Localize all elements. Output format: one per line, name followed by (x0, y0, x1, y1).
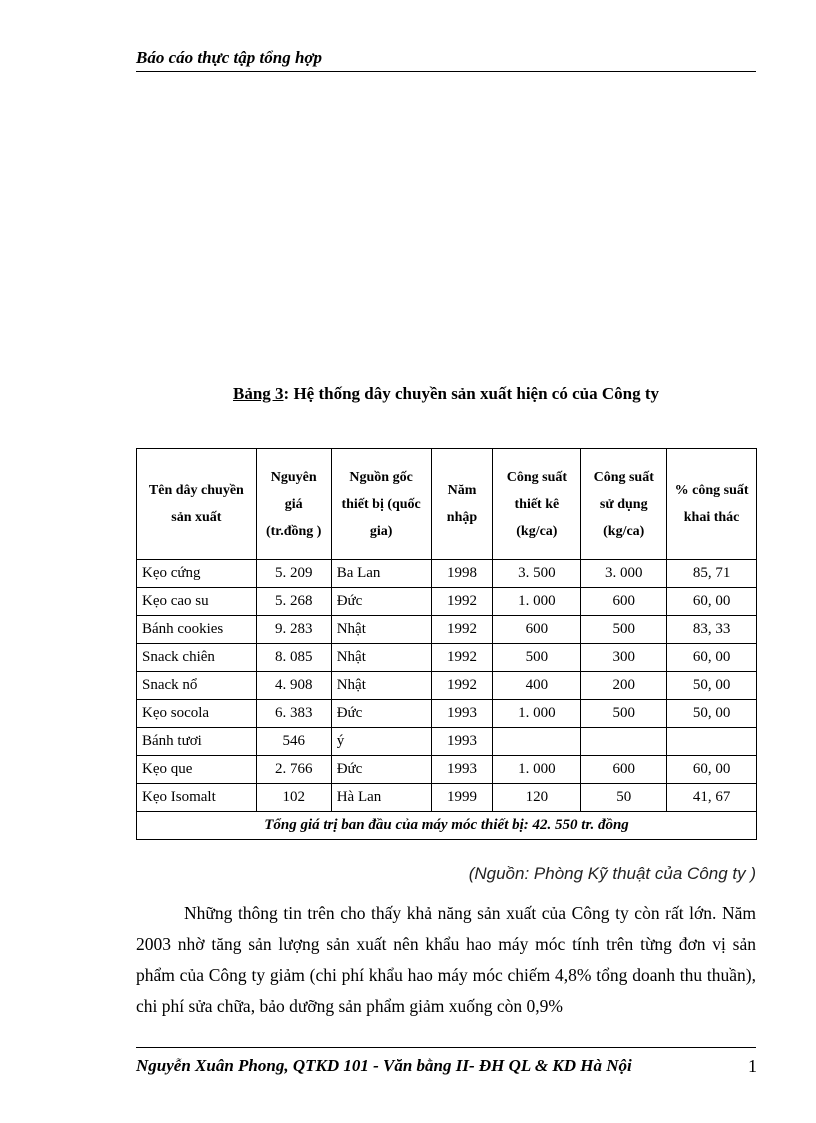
cell-origin: Đức (331, 700, 431, 728)
cell-origin: Nhật (331, 644, 431, 672)
table-row (137, 644, 757, 672)
cell-line-name: Kẹo que (137, 756, 257, 784)
cell-import-year: 1992 (431, 672, 493, 700)
table-row (137, 616, 757, 644)
table-row (137, 560, 757, 588)
cell-utilization: 60, 00 (667, 756, 757, 784)
cell-line-name: Snack nổ (137, 672, 257, 700)
cell-utilization: 41, 67 (667, 784, 757, 812)
cell-origin: Ba Lan (331, 560, 431, 588)
cell-design-capacity: 600 (493, 616, 581, 644)
cell-origin: Đức (331, 588, 431, 616)
table-caption-label: Bảng 3 (232, 384, 284, 403)
cell-utilization (667, 728, 757, 756)
cell-original-cost: 5. 268 (256, 588, 331, 616)
cell-used-capacity: 500 (581, 700, 667, 728)
footer-divider (136, 1047, 756, 1048)
cell-import-year: 1992 (431, 644, 493, 672)
cell-import-year: 1993 (431, 700, 493, 728)
col-header-utilization: % công suất khai thác (667, 449, 757, 560)
cell-utilization: 50, 00 (667, 700, 757, 728)
table-source-note: (Nguồn: Phòng Kỹ thuật của Công ty ) (468, 864, 756, 883)
cell-original-cost: 8. 085 (256, 644, 331, 672)
cell-import-year: 1993 (431, 756, 493, 784)
cell-design-capacity: 120 (493, 784, 581, 812)
cell-design-capacity (493, 728, 581, 756)
page-number: 1 (748, 1056, 757, 1076)
col-header-origin: Nguồn gốc thiết bị (quốc gia) (331, 449, 431, 560)
col-header-design-capacity: Công suất thiết kê (kg/ca) (493, 449, 581, 560)
equipment-table (136, 448, 757, 840)
cell-origin: Nhật (331, 672, 431, 700)
cell-original-cost: 546 (256, 728, 331, 756)
body-paragraph (136, 898, 756, 1022)
cell-line-name: Bánh cookies (137, 616, 257, 644)
cell-used-capacity: 3. 000 (581, 560, 667, 588)
cell-original-cost: 102 (256, 784, 331, 812)
cell-origin: Hà Lan (331, 784, 431, 812)
cell-line-name: Bánh tươi (137, 728, 257, 756)
cell-design-capacity: 1. 000 (493, 588, 581, 616)
col-header-used-capacity: Công suất sử dụng (kg/ca) (581, 449, 667, 560)
cell-used-capacity: 50 (581, 784, 667, 812)
cell-line-name: Snack chiên (137, 644, 257, 672)
cell-design-capacity: 500 (493, 644, 581, 672)
cell-utilization: 60, 00 (667, 588, 757, 616)
cell-design-capacity: 1. 000 (493, 756, 581, 784)
table-row (137, 784, 757, 812)
cell-used-capacity: 500 (581, 616, 667, 644)
col-header-line-name: Tên dây chuyền sản xuất (137, 449, 257, 560)
cell-origin: ý (331, 728, 431, 756)
cell-import-year: 1993 (431, 728, 493, 756)
cell-line-name: Kẹo Isomalt (137, 784, 257, 812)
cell-utilization: 50, 00 (667, 672, 757, 700)
cell-used-capacity: 600 (581, 756, 667, 784)
cell-import-year: 1998 (431, 560, 493, 588)
cell-original-cost: 2. 766 (256, 756, 331, 784)
table-header-row (137, 449, 757, 560)
cell-used-capacity (581, 728, 667, 756)
table-total-row (137, 812, 757, 840)
table-row (137, 700, 757, 728)
col-header-original-cost: Nguyên giá (tr.đồng ) (256, 449, 331, 560)
cell-original-cost: 9. 283 (256, 616, 331, 644)
cell-import-year: 1992 (431, 588, 493, 616)
cell-original-cost: 6. 383 (256, 700, 331, 728)
page-footer-author: Nguyễn Xuân Phong, QTKD 101 - Văn bằng II- ĐH QL & KD Hà Nội (136, 1056, 632, 1075)
header-divider (136, 71, 756, 72)
cell-used-capacity: 600 (581, 588, 667, 616)
cell-original-cost: 5. 209 (256, 560, 331, 588)
cell-import-year: 1992 (431, 616, 493, 644)
cell-design-capacity: 400 (493, 672, 581, 700)
table-caption (136, 384, 756, 404)
cell-import-year: 1999 (431, 784, 493, 812)
cell-utilization: 83, 33 (667, 616, 757, 644)
cell-utilization: 85, 71 (667, 560, 757, 588)
cell-origin: Đức (331, 756, 431, 784)
table-row (137, 672, 757, 700)
cell-original-cost: 4. 908 (256, 672, 331, 700)
col-header-import-year: Năm nhập (431, 449, 493, 560)
table-row (137, 588, 757, 616)
page-header-title: Báo cáo thực tập tổng hợp (136, 48, 323, 67)
cell-line-name: Kẹo cứng (137, 560, 257, 588)
cell-design-capacity: 1. 000 (493, 700, 581, 728)
table-caption-text: : Hệ thống dây chuyền sản xuất hiện có của Công ty (283, 384, 659, 403)
table-row (137, 756, 757, 784)
body-paragraph-text: Những thông tin trên cho thấy khả năng sản xuất của Công ty còn rất lớn. Năm 2003 nhờ tăng sản lượng sản xuất nên khẩu hao máy móc tính trên từng đơn vị sản phẩm của Công ty giảm (chi phí khẩu hao máy móc chiếm 4,8% tổng doanh thu thuần), chi phí sửa chữa, bảo dưỡng sản phẩm giảm xuống còn 0,9% (136, 903, 756, 1016)
table-row (137, 728, 757, 756)
cell-origin: Nhật (331, 616, 431, 644)
cell-design-capacity: 3. 500 (493, 560, 581, 588)
cell-utilization: 60, 00 (667, 644, 757, 672)
table-total-text: Tổng giá trị ban đầu của máy móc thiết bị: 42. 550 tr. đồng (137, 812, 757, 840)
cell-line-name: Kẹo socola (137, 700, 257, 728)
cell-used-capacity: 200 (581, 672, 667, 700)
cell-used-capacity: 300 (581, 644, 667, 672)
cell-line-name: Kẹo cao su (137, 588, 257, 616)
